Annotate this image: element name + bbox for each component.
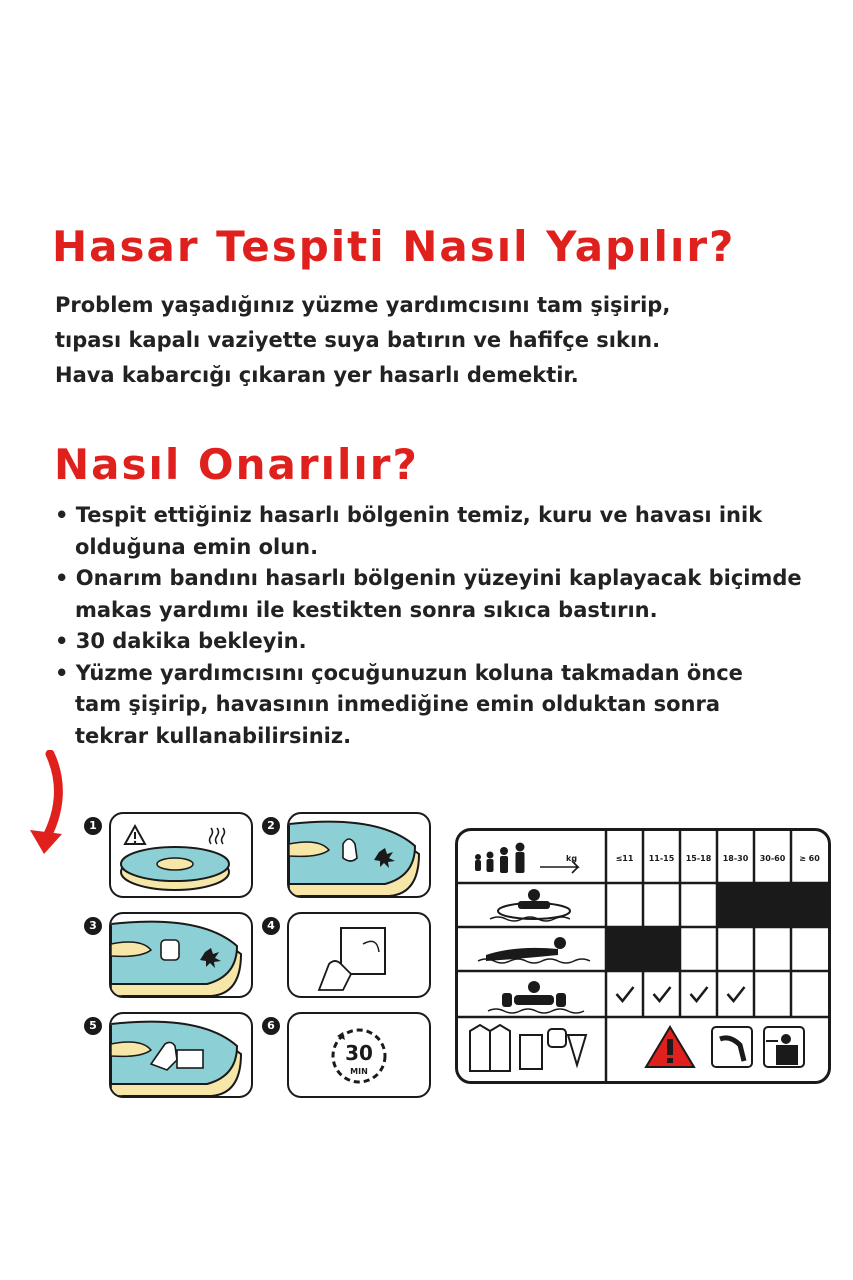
step-2-hand-press-ring-icon xyxy=(287,812,431,898)
step-number: 1 xyxy=(84,817,102,835)
detect-paragraph xyxy=(55,288,670,393)
not-suitable-cell xyxy=(643,927,680,971)
bullet-line: tam şişirip, havasının inmediğine emin olduktan sonra xyxy=(75,692,721,716)
step-5-hand-apply-patch-icon xyxy=(109,1012,253,1098)
bullet-line: • Onarım bandını hasarlı bölgenin yüzeyini kaplayacak biçimde xyxy=(55,566,802,590)
curved-arrow-icon xyxy=(22,750,82,864)
detect-line: tıpası kapalı vaziyette suya batırın ve hafifçe sıkın. xyxy=(55,328,661,352)
step-number: 6 xyxy=(262,1017,280,1035)
step-1-warning-ring-icon xyxy=(109,812,253,898)
weight-column-label: 30-60 xyxy=(759,854,786,863)
bullet-line: • Tespit ettiğiniz hasarlı bölgenin temiz, kuru ve havası inik xyxy=(55,503,763,527)
no-diving-icon xyxy=(712,1027,752,1067)
not-suitable-cell xyxy=(717,883,754,927)
warning-triangle-icon xyxy=(646,1027,694,1067)
check-icon xyxy=(654,987,671,1001)
weight-column-label: 15-18 xyxy=(685,854,712,863)
supervision-icon xyxy=(764,1027,804,1067)
check-icon xyxy=(728,987,745,1001)
repair-bullets xyxy=(55,500,802,752)
not-suitable-cell xyxy=(754,883,791,927)
step-3-hand-wipe-ring-icon xyxy=(109,912,253,998)
step-6-timer-icon xyxy=(287,1012,431,1098)
bullet-line: olduğuna emin olun. xyxy=(75,534,319,559)
detect-line: Hava kabarcığı çıkaran yer hasarlı demektir. xyxy=(55,363,579,387)
usage-table xyxy=(455,828,831,1084)
check-icon xyxy=(691,987,708,1001)
weight-column-label: ≥ 60 xyxy=(799,854,820,863)
step-number: 5 xyxy=(84,1017,102,1035)
weight-unit: kg xyxy=(566,854,578,863)
timer-unit: MIN xyxy=(350,1067,368,1076)
bullet-line: tekrar kullanabilirsiniz. xyxy=(75,723,352,748)
swimmer-prone-icon xyxy=(478,937,590,963)
step-number: 2 xyxy=(262,817,280,835)
ring-float-swimmer-icon xyxy=(490,889,570,921)
vest-armband-products-icon xyxy=(470,1025,586,1071)
family-weight-icon xyxy=(475,843,578,874)
bullet-line: makas yardımı ile kestikten sonra sıkıca bastırın. xyxy=(75,597,658,622)
heading-detect: Hasar Tespiti Nasıl Yapılır? xyxy=(52,222,736,271)
step-4-hand-cut-patch-icon xyxy=(287,912,431,998)
not-suitable-cell xyxy=(791,883,828,927)
detect-line: Problem yaşadığınız yüzme yardımcısını tam şişirip, xyxy=(55,293,671,317)
not-suitable-cell xyxy=(606,927,643,971)
bullet-line: • Yüzme yardımcısını çocuğunuzun koluna takmadan önce xyxy=(55,660,743,685)
weight-column-label: 18-30 xyxy=(722,854,749,863)
bullet-line: • 30 dakika bekleyin. xyxy=(55,629,307,653)
heading-repair: Nasıl Onarılır? xyxy=(54,440,419,489)
weight-column-label: 11-15 xyxy=(648,854,675,863)
check-icon xyxy=(617,987,634,1001)
step-number: 3 xyxy=(84,917,102,935)
armband-swimmer-icon xyxy=(488,981,584,1013)
step-number: 4 xyxy=(262,917,280,935)
timer-value: 30 xyxy=(345,1041,373,1065)
weight-column-label: ≤11 xyxy=(615,854,634,863)
